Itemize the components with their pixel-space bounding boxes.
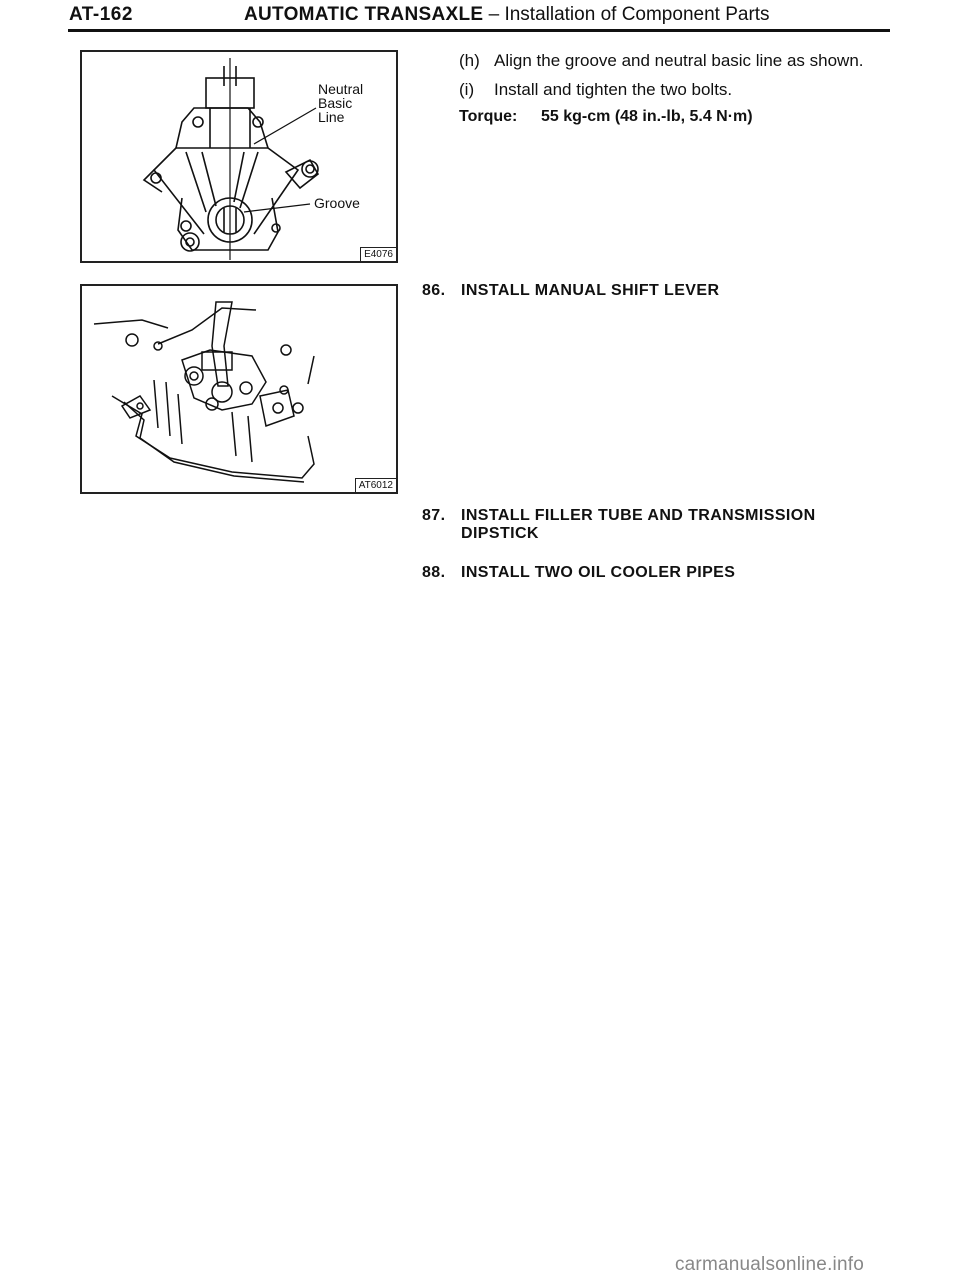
step-tag: (h) [459, 51, 480, 70]
step-h [459, 51, 864, 71]
section-title-sub: Installation of Component Parts [504, 4, 770, 25]
heading-number: 88. [422, 564, 446, 581]
step-text: Install and tighten the two bolts. [494, 80, 733, 99]
heading-text: INSTALL TWO OIL COOLER PIPES [461, 564, 736, 581]
label-groove: Groove [314, 195, 360, 211]
torque-label: Torque: [459, 108, 518, 125]
label-neutral: Neutral [318, 81, 364, 97]
heading-88 [422, 564, 735, 582]
figure-code: AT6012 [355, 478, 396, 492]
page-number: AT-162 [69, 4, 133, 25]
manual-shift-lever-illustration [82, 286, 396, 492]
step-tag: (i) [459, 80, 475, 99]
section-title-main: AUTOMATIC TRANSAXLE [244, 4, 484, 25]
heading-text-continued: DIPSTICK [461, 525, 539, 542]
figure-code: E4076 [360, 247, 396, 261]
label-line: Line [318, 109, 345, 125]
heading-number: 86. [422, 282, 446, 299]
figure-neutral-start-switch [80, 50, 398, 263]
step-i [459, 80, 732, 100]
section-title-separator: – [483, 4, 505, 25]
heading-87 [422, 507, 816, 543]
heading-number: 87. [422, 507, 446, 524]
label-basic: Basic [318, 95, 353, 111]
section-title [244, 4, 770, 26]
torque-spec [459, 108, 753, 126]
torque-value: 55 kg-cm (48 in.-lb, 5.4 N·m) [541, 108, 753, 125]
step-text: Align the groove and neutral basic line as shown. [494, 51, 864, 70]
watermark: carmanualsonline.info [674, 1254, 864, 1275]
header-rule [68, 29, 890, 32]
heading-86 [422, 282, 719, 300]
heading-text: INSTALL FILLER TUBE AND TRANSMISSION [461, 507, 816, 524]
heading-text: INSTALL MANUAL SHIFT LEVER [461, 282, 720, 299]
figure-manual-shift-lever [80, 284, 398, 494]
